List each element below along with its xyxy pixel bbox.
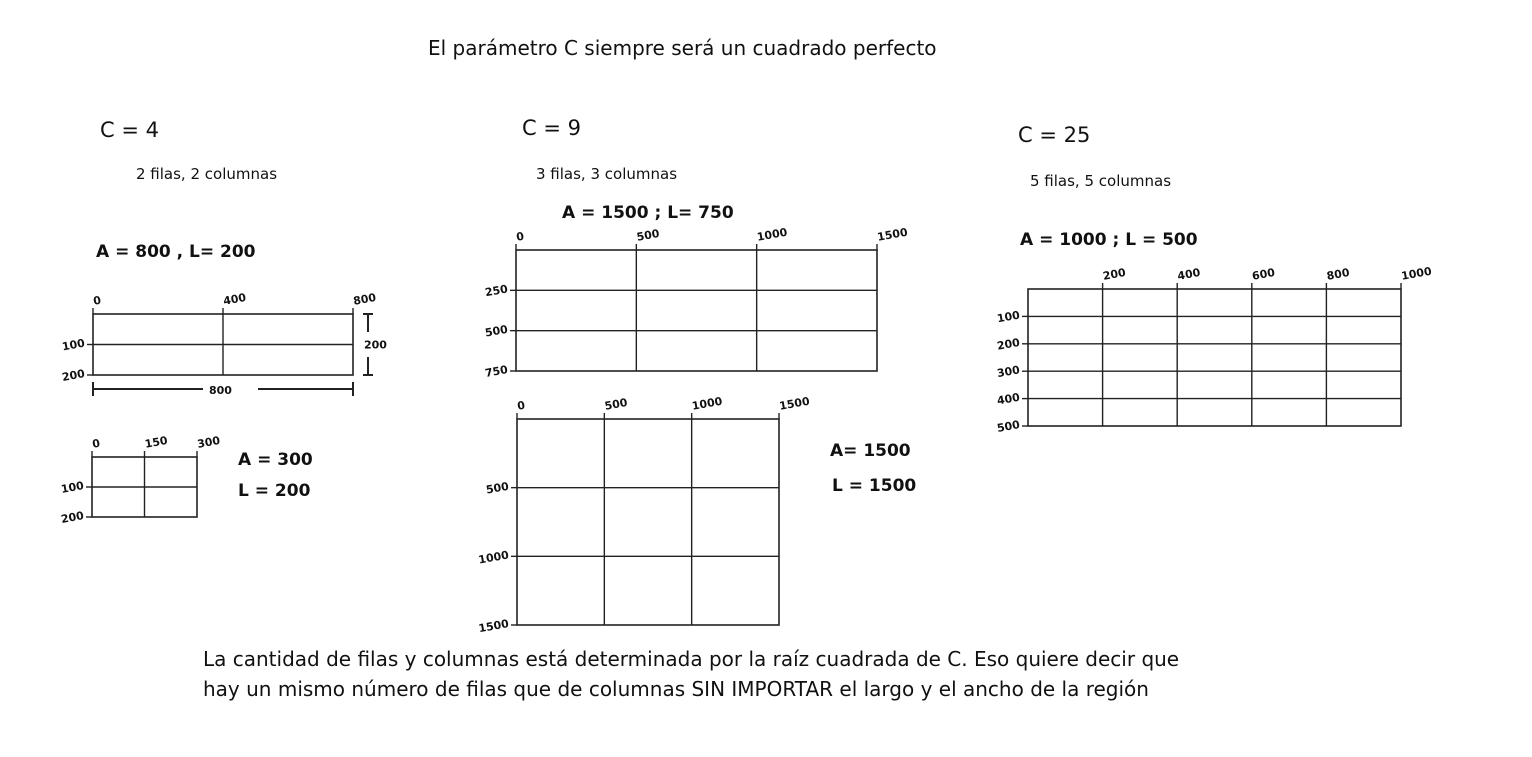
dims-l-label: L = 200 (238, 481, 311, 501)
y-tick-label: 300 (995, 363, 1021, 381)
x-tick-label: 0 (91, 436, 102, 451)
x-tick-label: 0 (516, 398, 527, 413)
x-tick-label: 300 (196, 433, 222, 451)
y-tick-label: 200 (995, 335, 1021, 353)
x-tick-label: 600 (1251, 265, 1276, 283)
x-tick-label: 400 (222, 290, 248, 308)
footer-line-2: hay un mismo número de filas que de columnas SIN IMPORTAR el largo y el ancho de la región (203, 677, 1149, 701)
grid-border (1028, 289, 1401, 426)
x-tick-label: 800 (1325, 265, 1351, 283)
y-tick-label: 1000 (477, 548, 510, 567)
dims-label: A = 800 , L= 200 (96, 242, 256, 262)
grid-border (516, 250, 877, 371)
y-tick-label: 250 (483, 282, 509, 300)
y-tick-label: 100 (60, 336, 86, 354)
grid-border (517, 419, 779, 625)
dims-label: A = 1500 ; L= 750 (562, 203, 734, 223)
y-tick-label: 200 (60, 367, 86, 384)
rows-cols-label: 5 filas, 5 columnas (1030, 172, 1172, 190)
dims-a-label: A = 300 (238, 450, 313, 470)
y-tick-label: 400 (995, 390, 1021, 408)
x-tick-label: 1500 (778, 394, 811, 413)
y-tick-label: 200 (59, 509, 85, 526)
width-dimension-label: 800 (209, 384, 232, 397)
x-tick-label: 400 (1176, 265, 1202, 283)
x-tick-label: 1500 (876, 225, 909, 244)
x-tick-label: 800 (352, 290, 378, 308)
x-tick-label: 0 (515, 229, 526, 244)
dims-label: A = 1000 ; L = 500 (1020, 230, 1198, 250)
x-tick-label: 500 (603, 395, 629, 413)
c-label: C = 9 (522, 116, 581, 140)
rows-cols-label: 2 filas, 2 columnas (136, 165, 278, 183)
x-tick-label: 150 (143, 433, 169, 451)
c-label: C = 25 (1018, 123, 1091, 147)
rows-cols-label: 3 filas, 3 columnas (536, 165, 678, 183)
x-tick-label: 200 (1101, 265, 1127, 283)
x-tick-label: 1000 (690, 394, 724, 413)
y-tick-label: 500 (995, 418, 1021, 435)
footer-line-1: La cantidad de filas y columnas está determinada por la raíz cuadrada de C. Eso quiere decir que (203, 647, 1180, 671)
diagram-title: El parámetro C siempre será un cuadrado perfecto (428, 36, 937, 60)
height-dimension-label: 200 (364, 338, 387, 352)
y-tick-label: 100 (995, 308, 1021, 326)
c-label: C = 4 (100, 118, 159, 142)
y-tick-label: 750 (483, 363, 509, 380)
y-tick-label: 100 (59, 479, 85, 496)
y-tick-label: 500 (483, 322, 509, 340)
x-tick-label: 1000 (755, 225, 789, 244)
x-tick-label: 0 (92, 293, 103, 308)
dims-a-label: A= 1500 (830, 441, 911, 461)
x-tick-label: 500 (635, 226, 661, 244)
y-tick-label: 500 (484, 479, 510, 497)
x-tick-label: 1000 (1400, 264, 1433, 283)
y-tick-label: 1500 (477, 617, 510, 636)
dims-l-label: L = 1500 (832, 476, 917, 496)
